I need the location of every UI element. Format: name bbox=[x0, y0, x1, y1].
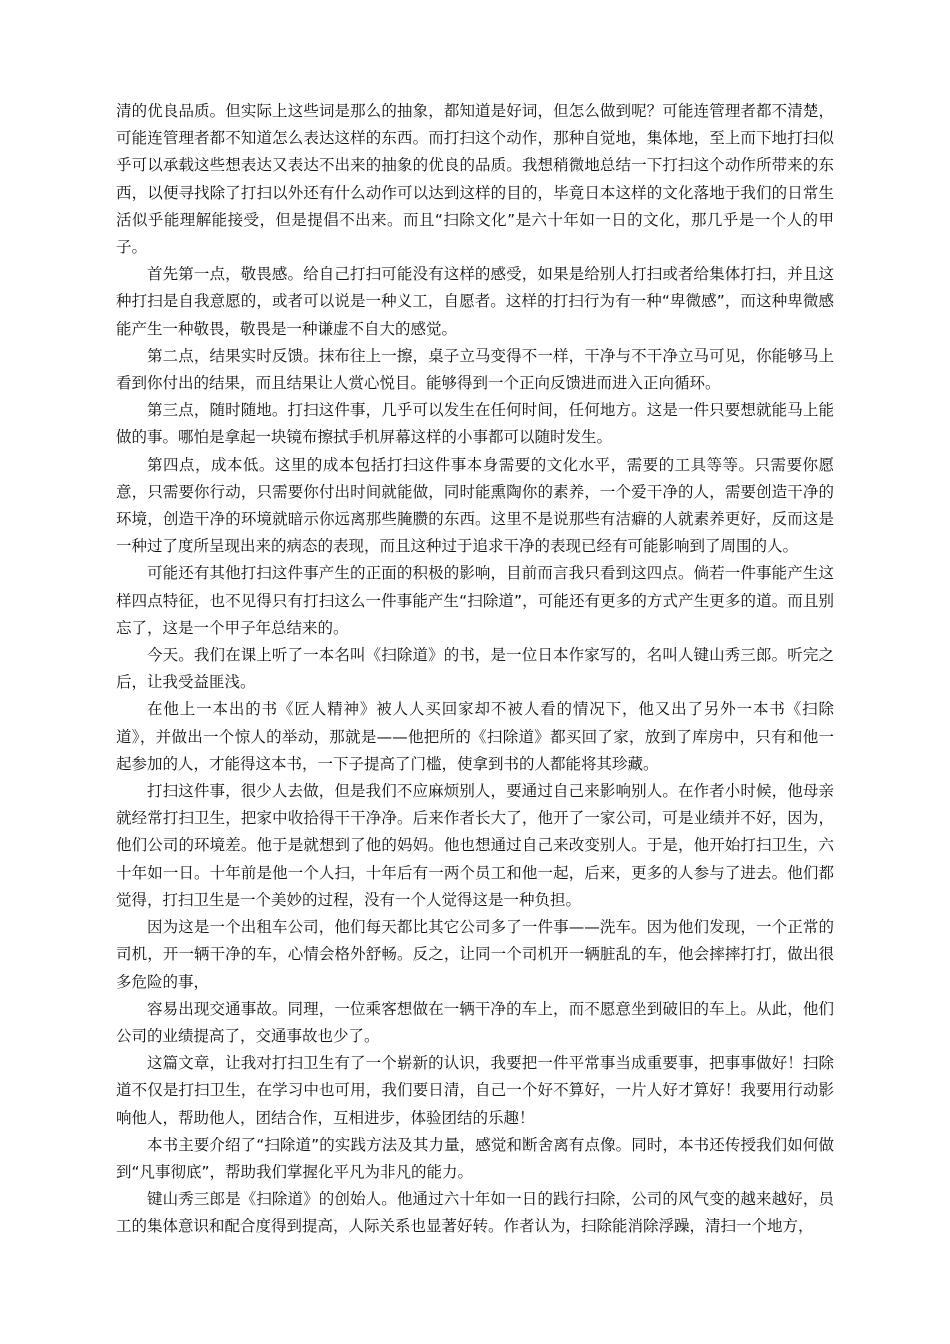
paragraph-4: 第三点，随时随地。打扫这件事，几乎可以发生在任何时间，任何地方。这是一件只要想就能马上能做的事。哪怕是拿起一块镜布擦拭手机屏幕这样的小事都可以随时发生。 bbox=[116, 401, 834, 447]
paragraph-6: 可能还有其他打扫这件事产生的正面的积极的影响，目前而言我只看到这四点。倘若一件事能产生这样四点特征，也不见得只有打扫这么一件事能产生“扫除道”，可能还有更多的方式产生更多的道。而且别忘了，这是一个甲子年总结来的。 bbox=[116, 564, 834, 637]
paragraph-10: 因为这是一个出租车公司，他们每天都比其它公司多了一件事——洗车。因为他们发现，一个正常的司机，开一辆干净的车，心情会格外舒畅。反之，让同一个司机开一辆脏乱的车，他会摔摔打打，做出很多危险的事， bbox=[116, 918, 834, 991]
paragraph-7: 今天。我们在课上听了一本名叫《扫除道》的书，是一位日本作家写的，名叫人键山秀三郎。听完之后，让我受益匪浅。 bbox=[116, 646, 834, 692]
paragraph-1: 清的优良品质。但实际上这些词是那么的抽象，都知道是好词，但怎么做到呢？可能连管理者都不清楚，可能连管理者都不知道怎么表达这样的东西。而打扫这个动作，那种自觉地，集体地，至上而下地打扫似乎可以承载这些想表达又表达不出来的抽象的优良的品质。我想稍微地总结一下打扫这个动作所带来的东西，以便寻找除了打扫以外还有什么动作可以达到这样的目的，毕竟日本这样的文化落地于我们的日常生活似乎能理解能接受，但是提倡不出来。而且“扫除文化”是六十年如一日的文化，那几乎是一个人的甲子。 bbox=[116, 102, 834, 257]
paragraph-12: 这篇文章，让我对打扫卫生有了一个崭新的认识，我要把一件平常事当成重要事，把事事做好！扫除道不仅是打扫卫生，在学习中也可用，我们要日清，自己一个好不算好，一片人好才算好！我要用行动影响他人，帮助他人，团结合作，互相进步，体验团结的乐趣！ bbox=[116, 1054, 834, 1127]
paragraph-9: 打扫这件事，很少人去做，但是我们不应麻烦别人，要通过自己来影响别人。在作者小时候，他母亲就经常打扫卫生，把家中收拾得干干净净。后来作者长大了，他开了一家公司，可是业绩并不好，因为，他们公司的环境差。他于是就想到了他的妈妈。他也想通过自己来改变别人。于是，他开始打扫卫生，六十年如一日。十年前是他一个人扫，十年后有一两个员工和他一起，后来，更多的人参与了进去。他们都觉得，打扫卫生是一个美妙的过程，没有一个人觉得这是一种负担。 bbox=[116, 782, 834, 909]
paragraph-11: 容易出现交通事故。同理，一位乘客想做在一辆干净的车上，而不愿意坐到破旧的车上。从此，他们公司的业绩提高了，交通事故也少了。 bbox=[116, 999, 834, 1045]
document-body bbox=[116, 98, 834, 1241]
paragraph-14: 键山秀三郎是《扫除道》的创始人。他通过六十年如一日的践行扫除，公司的风气变的越来越好，员工的集体意识和配合度得到提高，人际关系也显著好转。作者认为，扫除能消除浮躁，清扫一个地方， bbox=[116, 1190, 834, 1236]
paragraph-3: 第二点，结果实时反馈。抹布往上一擦，桌子立马变得不一样，干净与不干净立马可见，你能够马上看到你付出的结果，而且结果让人赏心悦目。能够得到一个正向反馈进而进入正向循环。 bbox=[116, 346, 834, 393]
paragraph-8: 在他上一本出的书《匠人精神》被人人买回家却不被人看的情况下，他又出了另外一本书《扫除道》，并做出一个惊人的举动，那就是——他把所的《扫除道》都买回了家，放到了库房中，只有和他一起参加的人，才能得这本书，一下子提高了门槛，使拿到书的人都能将其珍藏。 bbox=[116, 700, 834, 773]
paragraph-2: 首先第一点，敬畏感。给自己打扫可能没有这样的感受，如果是给别人打扫或者给集体打扫，并且这种打扫是自我意愿的，或者可以说是一种义工，自愿者。这样的打扫行为有一种“卑微感”，而这种卑微感能产生一种敬畏，敬畏是一种谦虚不自大的感觉。 bbox=[116, 265, 834, 338]
paragraph-13: 本书主要介绍了“扫除道”的实践方法及其力量，感觉和断舍离有点像。同时，本书还传授我们如何做到“凡事彻底”，帮助我们掌握化平凡为非凡的能力。 bbox=[116, 1135, 834, 1181]
paragraph-5: 第四点，成本低。这里的成本包括打扫这件事本身需要的文化水平，需要的工具等等。只需要你愿意，只需要你行动，只需要你付出时间就能做，同时能熏陶你的素养，一个爱干净的人，需要创造干净的环境，创造干净的环境就暗示你远离那些腌臜的东西。这里不是说那些有洁癖的人就素养更好，反而这是一种过了度所呈现出来的病态的表现，而且这种过于追求干净的表现已经有可能影响到了周围的人。 bbox=[116, 455, 834, 556]
